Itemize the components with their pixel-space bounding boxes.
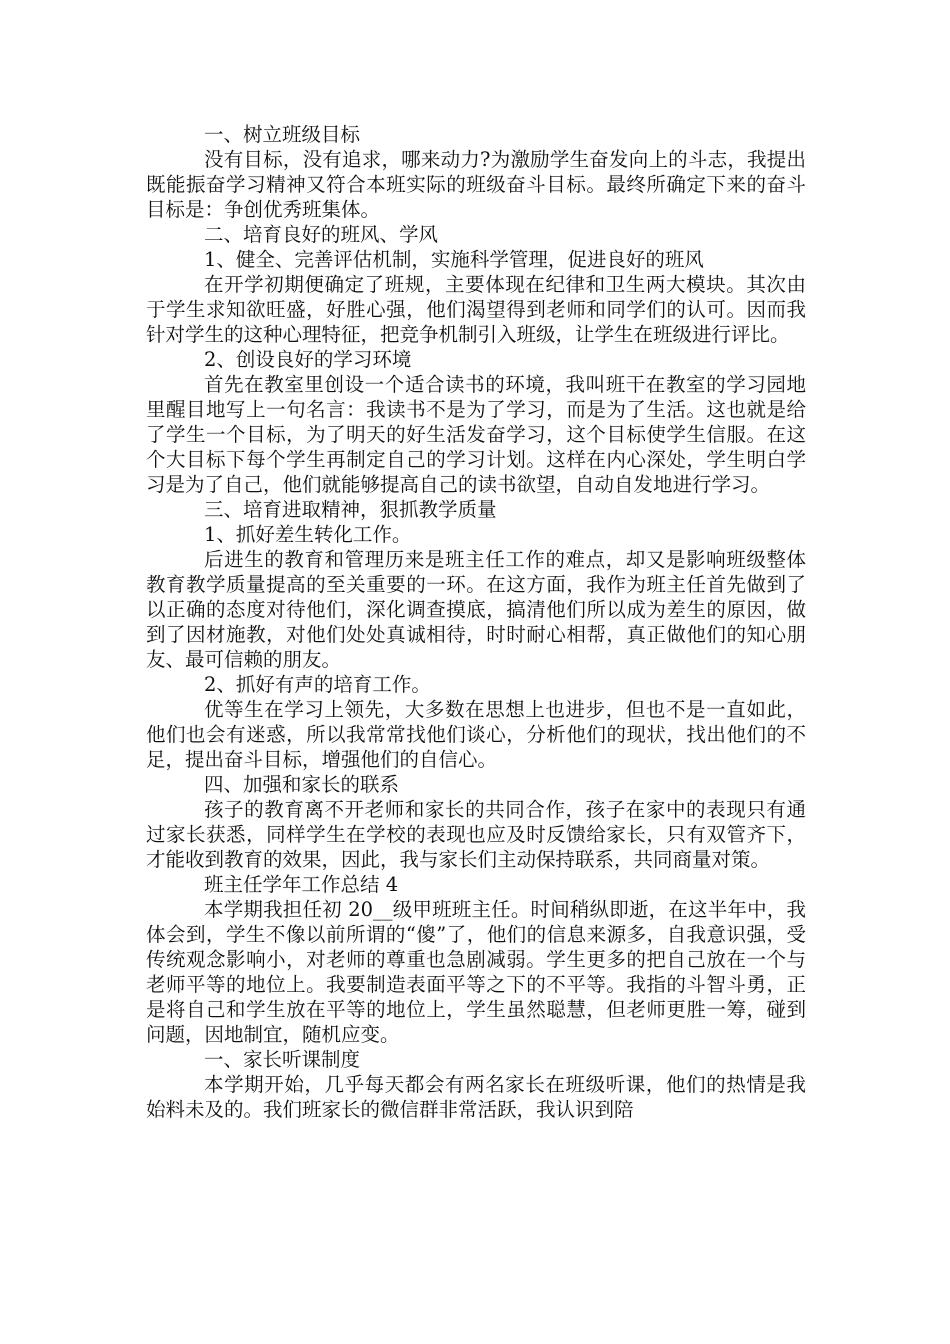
- paragraph: 在开学初期便确定了班规，主要体现在纪律和卫生两大模块。其次由于学生求知欲旺盛，好胜心强，他们渴望得到老师和同学们的认可。因而我针对学生的这种心理特征，把竞争机制引入班级，让学生在班级进行评比。: [146, 273, 806, 346]
- heading-1: 一、树立班级目标: [204, 123, 361, 146]
- paragraph: 优等生在学习上领先，大多数在思想上也进步，但也不是一直如此，他们也会有迷惑，所以我常常找他们谈心，分析他们的现状，找出他们的不足，提出奋斗目标，增强他们的自信心。: [146, 698, 806, 771]
- paragraph: 本学期开始，几乎每天都会有两名家长在班级听课，他们的热情是我始料未及的。我们班家长的微信群非常活跃，我认识到陪: [146, 1073, 806, 1121]
- heading-4: 四、加强和家长的联系: [204, 773, 400, 796]
- heading-3: 三、培育进取精神，狠抓教学质量: [204, 498, 497, 521]
- heading-1: 一、家长听课制度: [204, 1048, 361, 1071]
- document-body: [146, 122, 806, 1122]
- heading-2: 二、培育良好的班风、学风: [204, 223, 439, 246]
- paragraph: 后进生的教育和管理历来是班主任工作的难点，却又是影响班级整体教育教学质量提高的至关重要的一环。在这方面，我作为班主任首先做到了以正确的态度对待他们，深化调查摸底，搞清他们所以成为差生的原因，做到了因材施教，对他们处处真诚相待，时时耐心相帮，真正做他们的知心朋友、最可信赖的朋友。: [146, 548, 806, 671]
- subheading: 1、健全、完善评估机制，实施科学管理，促进良好的班风: [204, 248, 704, 271]
- subheading: 2、创设良好的学习环境: [204, 348, 412, 371]
- paragraph: 本学期我担任初 20__级甲班班主任。时间稍纵即逝，在这半年中，我体会到，学生不像以前所谓的“傻”了，他们的信息来源多，自我意识强，受传统观念影响小，对老师的尊重也急剧减弱。学生更多的把自己放在一个与老师平等的地位上。我要制造表面平等之下的不平等。我指的斗智斗勇，正是将自己和学生放在平等的地位上，学生虽然聪慧，但老师更胜一筹，碰到问题，因地制宜，随机应变。: [146, 898, 806, 1046]
- subheading: 1、抓好差生转化工作。: [204, 523, 412, 546]
- paragraph: 没有目标，没有追求，哪来动力?为激励学生奋发向上的斗志，我提出既能振奋学习精神又符合本班实际的班级奋斗目标。最终所确定下来的奋斗目标是：争创优秀班集体。: [146, 148, 806, 221]
- paragraph: 首先在教室里创设一个适合读书的环境，我叫班干在教室的学习园地里醒目地写上一句名言：我读书不是为了学习，而是为了生活。这也就是给了学生一个目标，为了明天的好生活发奋学习，这个目标使学生信服。在这个大目标下每个学生再制定自己的学习计划。这样在内心深处，学生明白学习是为了自己，他们就能够提高自己的读书欲望，自动自发地进行学习。: [146, 373, 806, 496]
- subheading: 2、抓好有声的培育工作。: [204, 673, 431, 696]
- section-title: 班主任学年工作总结 4: [204, 873, 399, 896]
- paragraph: 孩子的教育离不开老师和家长的共同合作，孩子在家中的表现只有通过家长获悉，同样学生在学校的表现也应及时反馈给家长，只有双管齐下，才能收到教育的效果，因此，我与家长们主动保持联系，共同商量对策。: [146, 798, 806, 871]
